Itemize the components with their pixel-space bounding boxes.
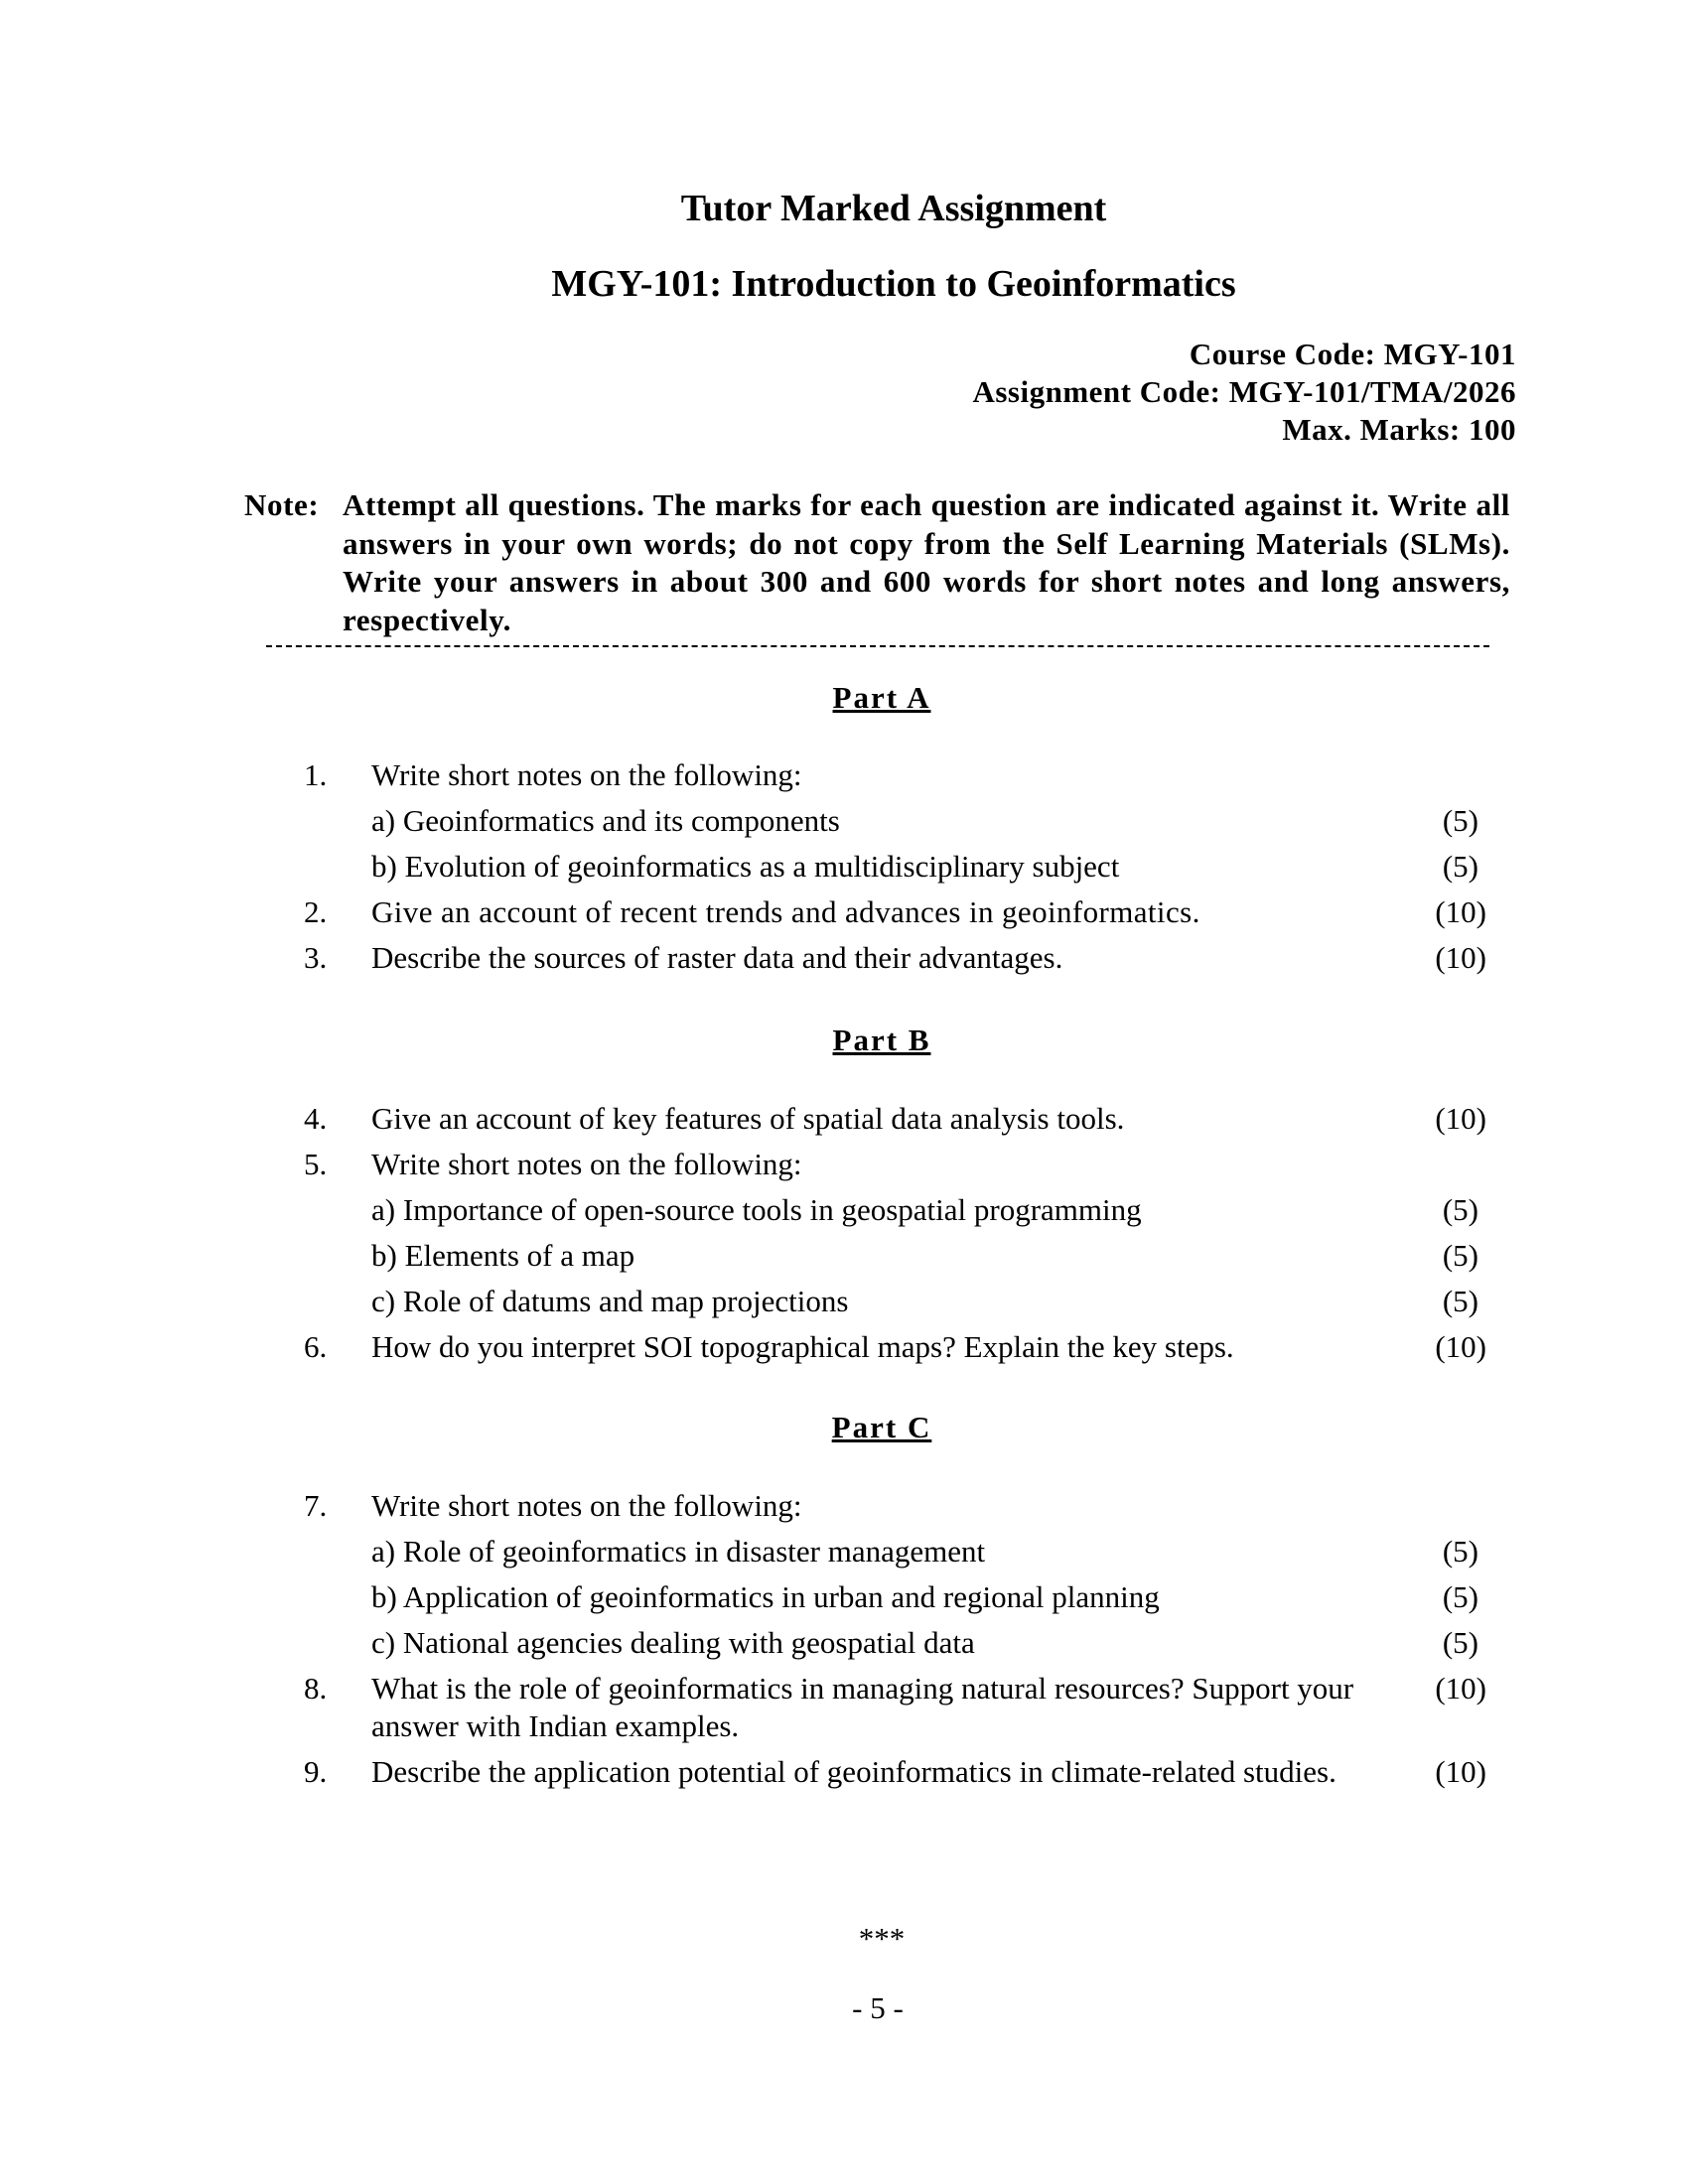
- subquestion-text: a) Importance of open-source tools in geospatial programming: [371, 1192, 1142, 1227]
- instructions-note: [244, 486, 1510, 639]
- question-marks: (5): [1442, 1534, 1478, 1569]
- question-number: 4.: [304, 1101, 328, 1136]
- course-code: Course Code: MGY-101: [1189, 337, 1516, 371]
- max-marks: Max. Marks: 100: [1282, 412, 1516, 447]
- assignment-codes: [972, 336, 1516, 449]
- page-number: - 5 -: [852, 1990, 904, 2025]
- note-label: Note:: [244, 487, 320, 522]
- question-text: Write short notes on the following:: [371, 1147, 802, 1181]
- question-marks: (5): [1442, 1284, 1478, 1318]
- question-number: 1.: [304, 757, 328, 792]
- question-number: 6.: [304, 1329, 328, 1364]
- question-text: Give an account of recent trends and advances in geoinformatics.: [371, 894, 1200, 929]
- question-text: How do you interpret SOI topographical maps? Explain the key steps.: [371, 1329, 1234, 1364]
- subquestion-text: b) Application of geoinformatics in urban and regional planning: [371, 1579, 1160, 1614]
- question-marks: (10): [1435, 894, 1486, 929]
- assignment-code: Assignment Code: MGY-101/TMA/2026: [972, 374, 1516, 409]
- question-number: 5.: [304, 1147, 328, 1181]
- dashed-divider: [266, 645, 1489, 647]
- end-marker: ***: [858, 1921, 906, 1956]
- note-text: Attempt all questions. The marks for each question are indicated against it. Write all answers in your own words; do not copy from the Self Learning Materials (SLMs). Write your answers in about 300 and 600 words for short notes and long answers, respectively.: [343, 487, 1510, 637]
- question-text: Describe the application potential of geoinformatics in climate-related studies.: [371, 1754, 1336, 1789]
- question-text: Give an account of key features of spatial data analysis tools.: [371, 1101, 1125, 1136]
- question-number: 2.: [304, 894, 328, 929]
- question-marks: (5): [1442, 1579, 1478, 1614]
- question-marks: (10): [1435, 1101, 1486, 1136]
- subquestion-text: b) Evolution of geoinformatics as a multidisciplinary subject: [371, 849, 1120, 884]
- question-text: What is the role of geoinformatics in managing natural resources? Support your answer with Indian examples.: [371, 1671, 1354, 1743]
- part-b-heading: Part B: [832, 1023, 931, 1057]
- subquestion-text: b) Elements of a map: [371, 1238, 635, 1273]
- question-marks: (10): [1435, 1671, 1486, 1706]
- question-marks: (10): [1435, 1754, 1486, 1789]
- question-marks: (10): [1435, 940, 1486, 975]
- question-marks: (10): [1435, 1329, 1486, 1364]
- page-title: Tutor Marked Assignment: [680, 188, 1107, 229]
- question-text: Write short notes on the following:: [371, 1488, 802, 1523]
- question-number: 3.: [304, 940, 328, 975]
- question-number: 9.: [304, 1754, 328, 1789]
- question-text: Describe the sources of raster data and their advantages.: [371, 940, 1063, 975]
- question-text: Write short notes on the following:: [371, 757, 802, 792]
- question-marks: (5): [1442, 1625, 1478, 1660]
- question-marks: (5): [1442, 849, 1478, 884]
- subquestion-text: a) Geoinformatics and its components: [371, 803, 840, 838]
- part-a-heading: Part A: [832, 680, 931, 715]
- question-marks: (5): [1442, 1192, 1478, 1227]
- subquestion-text: a) Role of geoinformatics in disaster management: [371, 1534, 986, 1569]
- question-marks: (5): [1442, 803, 1478, 838]
- question-number: 7.: [304, 1488, 328, 1523]
- part-c-heading: Part C: [831, 1410, 932, 1444]
- subquestion-text: c) Role of datums and map projections: [371, 1284, 849, 1318]
- question-number: 8.: [304, 1671, 328, 1706]
- subquestion-text: c) National agencies dealing with geospatial data: [371, 1625, 975, 1660]
- course-title: MGY-101: Introduction to Geoinformatics: [551, 263, 1236, 305]
- question-marks: (5): [1442, 1238, 1478, 1273]
